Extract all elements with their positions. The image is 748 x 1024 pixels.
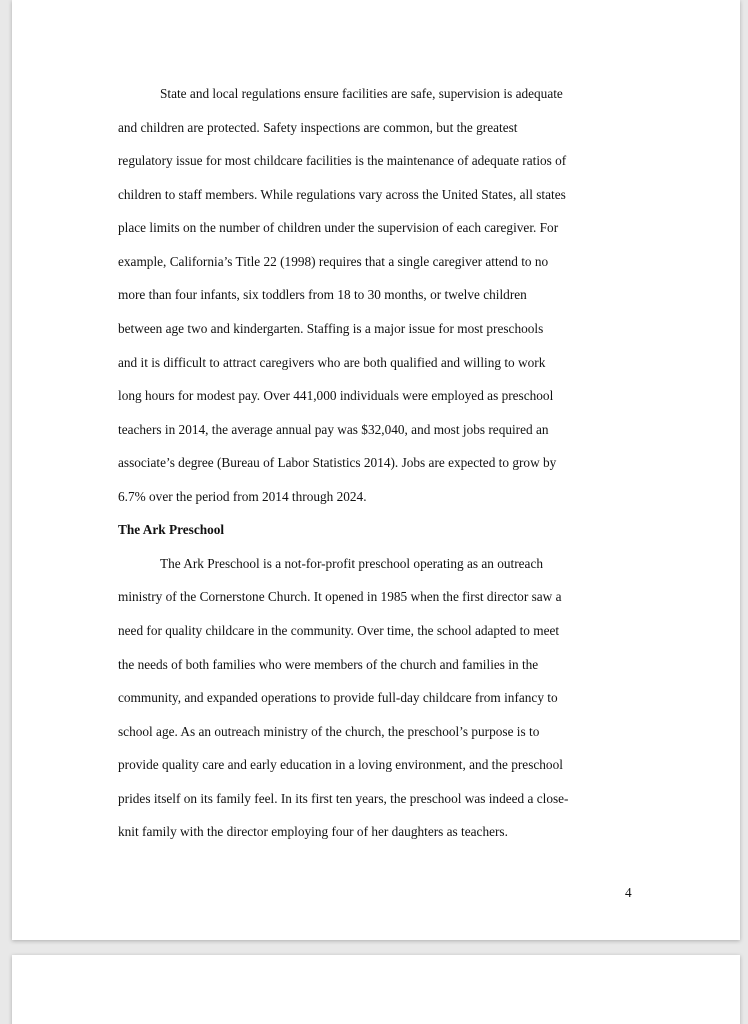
- paragraph-line: regulatory issue for most childcare facilities is the maintenance of adequate ratios of: [118, 153, 567, 168]
- paragraph-line: community, and expanded operations to provide full-day childcare from infancy to: [118, 690, 558, 705]
- paragraph-line: and children are protected. Safety inspections are common, but the greatest: [118, 120, 518, 135]
- paragraph-line: need for quality childcare in the community. Over time, the school adapted to meet: [118, 623, 560, 638]
- paragraph-line: ministry of the Cornerstone Church. It opened in 1985 when the first director saw a: [118, 589, 562, 604]
- document-page: [12, 0, 740, 940]
- paragraph-line: children to staff members. While regulations vary across the United States, all states: [118, 187, 566, 202]
- paragraph-line: between age two and kindergarten. Staffing is a major issue for most preschools: [118, 321, 544, 336]
- paragraph-line: school age. As an outreach ministry of the church, the preschool’s purpose is to: [118, 724, 540, 739]
- paragraph-line: long hours for modest pay. Over 441,000 individuals were employed as preschool: [118, 388, 554, 403]
- paragraph-line: the needs of both families who were members of the church and families in the: [118, 657, 539, 672]
- paragraph-line: place limits on the number of children under the supervision of each caregiver. For: [118, 220, 559, 235]
- paragraph-line: provide quality care and early education in a loving environment, and the preschool: [118, 757, 563, 772]
- paragraph-line: and it is difficult to attract caregivers who are both qualified and willing to work: [118, 355, 546, 370]
- paragraph-line: The Ark Preschool is a not-for-profit preschool operating as an outreach: [160, 556, 544, 571]
- section-heading: The Ark Preschool: [118, 522, 225, 537]
- next-document-page: [12, 955, 740, 1024]
- page-number: 4: [625, 885, 632, 900]
- paragraph-line: 6.7% over the period from 2014 through 2024.: [118, 489, 367, 504]
- paragraph-line: more than four infants, six toddlers from 18 to 30 months, or twelve children: [118, 287, 527, 302]
- paragraph-line: associate’s degree (Bureau of Labor Statistics 2014). Jobs are expected to grow by: [118, 455, 557, 470]
- paragraph-line: State and local regulations ensure facilities are safe, supervision is adequate: [160, 86, 563, 101]
- paragraph-line: example, California’s Title 22 (1998) requires that a single caregiver attend to no: [118, 254, 549, 269]
- paragraph-line: teachers in 2014, the average annual pay was $32,040, and most jobs required an: [118, 422, 549, 437]
- paragraph-line: prides itself on its family feel. In its first ten years, the preschool was indeed a close-: [118, 791, 569, 806]
- paragraph-line: knit family with the director employing four of her daughters as teachers.: [118, 824, 508, 839]
